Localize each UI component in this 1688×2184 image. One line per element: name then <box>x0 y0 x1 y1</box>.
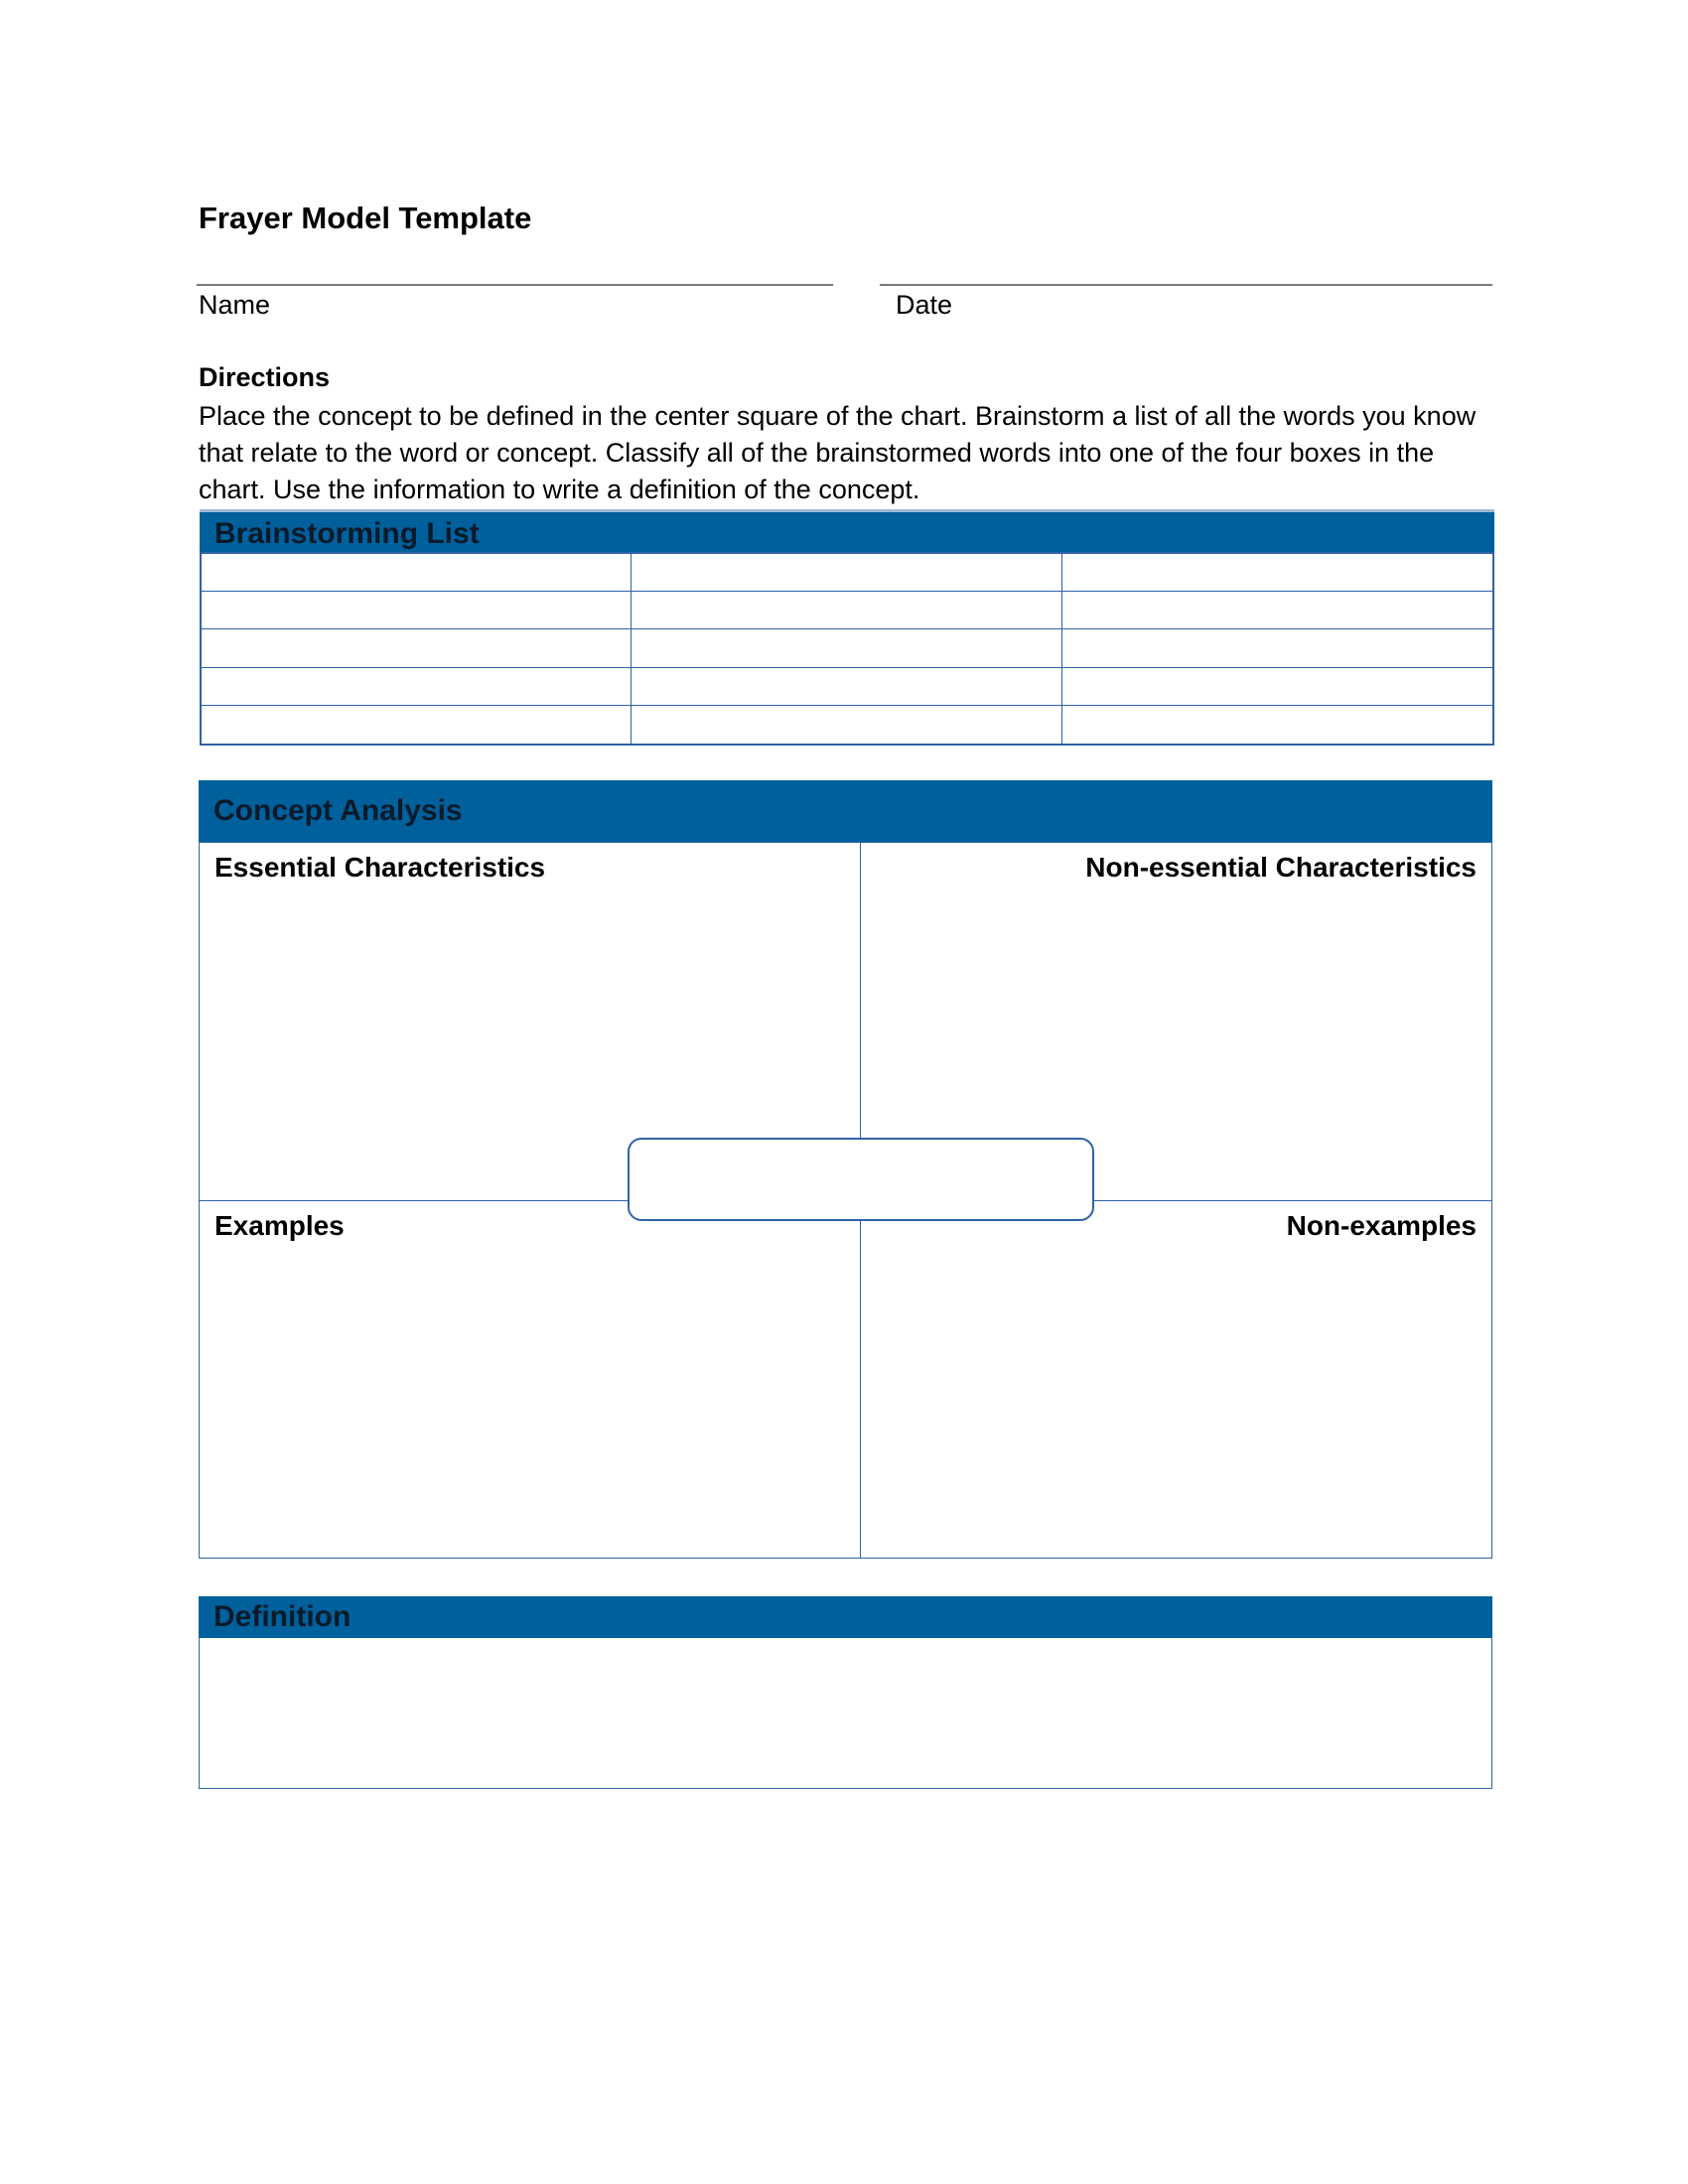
brainstorming-heading: Brainstorming List <box>200 509 1494 552</box>
divider-horizontal-right <box>1094 1200 1492 1201</box>
definition-box[interactable] <box>199 1638 1492 1789</box>
brainstorm-cell[interactable] <box>632 592 1061 629</box>
brainstorm-cell[interactable] <box>202 706 632 744</box>
examples-label: Examples <box>214 1210 345 1241</box>
brainstorm-cell[interactable] <box>1062 592 1492 629</box>
concept-analysis-heading: Concept Analysis <box>199 780 1492 842</box>
brainstorm-cell[interactable] <box>632 629 1061 667</box>
directions-text: Place the concept to be defined in the center square of the chart. Brainstorm a list of all the words you know that relate to the word or concept. Classify all of the brainstormed words into one of the four boxes in the chart. Use the information to write a definition of the concept. <box>199 401 1477 504</box>
divider-vertical-top <box>860 842 861 1138</box>
brainstorm-cell[interactable] <box>632 554 1061 592</box>
brainstorming-table <box>200 552 1494 746</box>
brainstorm-cell[interactable] <box>1062 554 1492 592</box>
date-line[interactable] <box>880 284 1492 286</box>
brainstorm-cell[interactable] <box>1062 668 1492 706</box>
essential-characteristics-label: Essential Characteristics <box>214 852 546 883</box>
brainstorm-cell[interactable] <box>632 706 1061 744</box>
concept-center-box[interactable] <box>628 1138 1094 1221</box>
brainstorm-cell[interactable] <box>632 668 1061 706</box>
directions-heading: Directions <box>199 362 331 392</box>
non-examples-label: Non-examples <box>1286 1210 1477 1241</box>
definition-heading: Definition <box>199 1596 1492 1638</box>
date-label: Date <box>896 290 953 320</box>
brainstorm-cell[interactable] <box>1062 629 1492 667</box>
brainstorm-cell[interactable] <box>202 629 632 667</box>
name-line[interactable] <box>197 284 833 286</box>
non-essential-characteristics-label: Non-essential Characteristics <box>1085 852 1477 883</box>
brainstorm-cell[interactable] <box>202 668 632 706</box>
divider-vertical-bottom <box>860 1221 861 1559</box>
page-title: Frayer Model Template <box>199 201 532 235</box>
brainstorm-cell[interactable] <box>1062 706 1492 744</box>
brainstorm-cell[interactable] <box>202 554 632 592</box>
name-label: Name <box>199 290 271 320</box>
divider-horizontal-left <box>199 1200 628 1201</box>
brainstorm-cell[interactable] <box>202 592 632 629</box>
